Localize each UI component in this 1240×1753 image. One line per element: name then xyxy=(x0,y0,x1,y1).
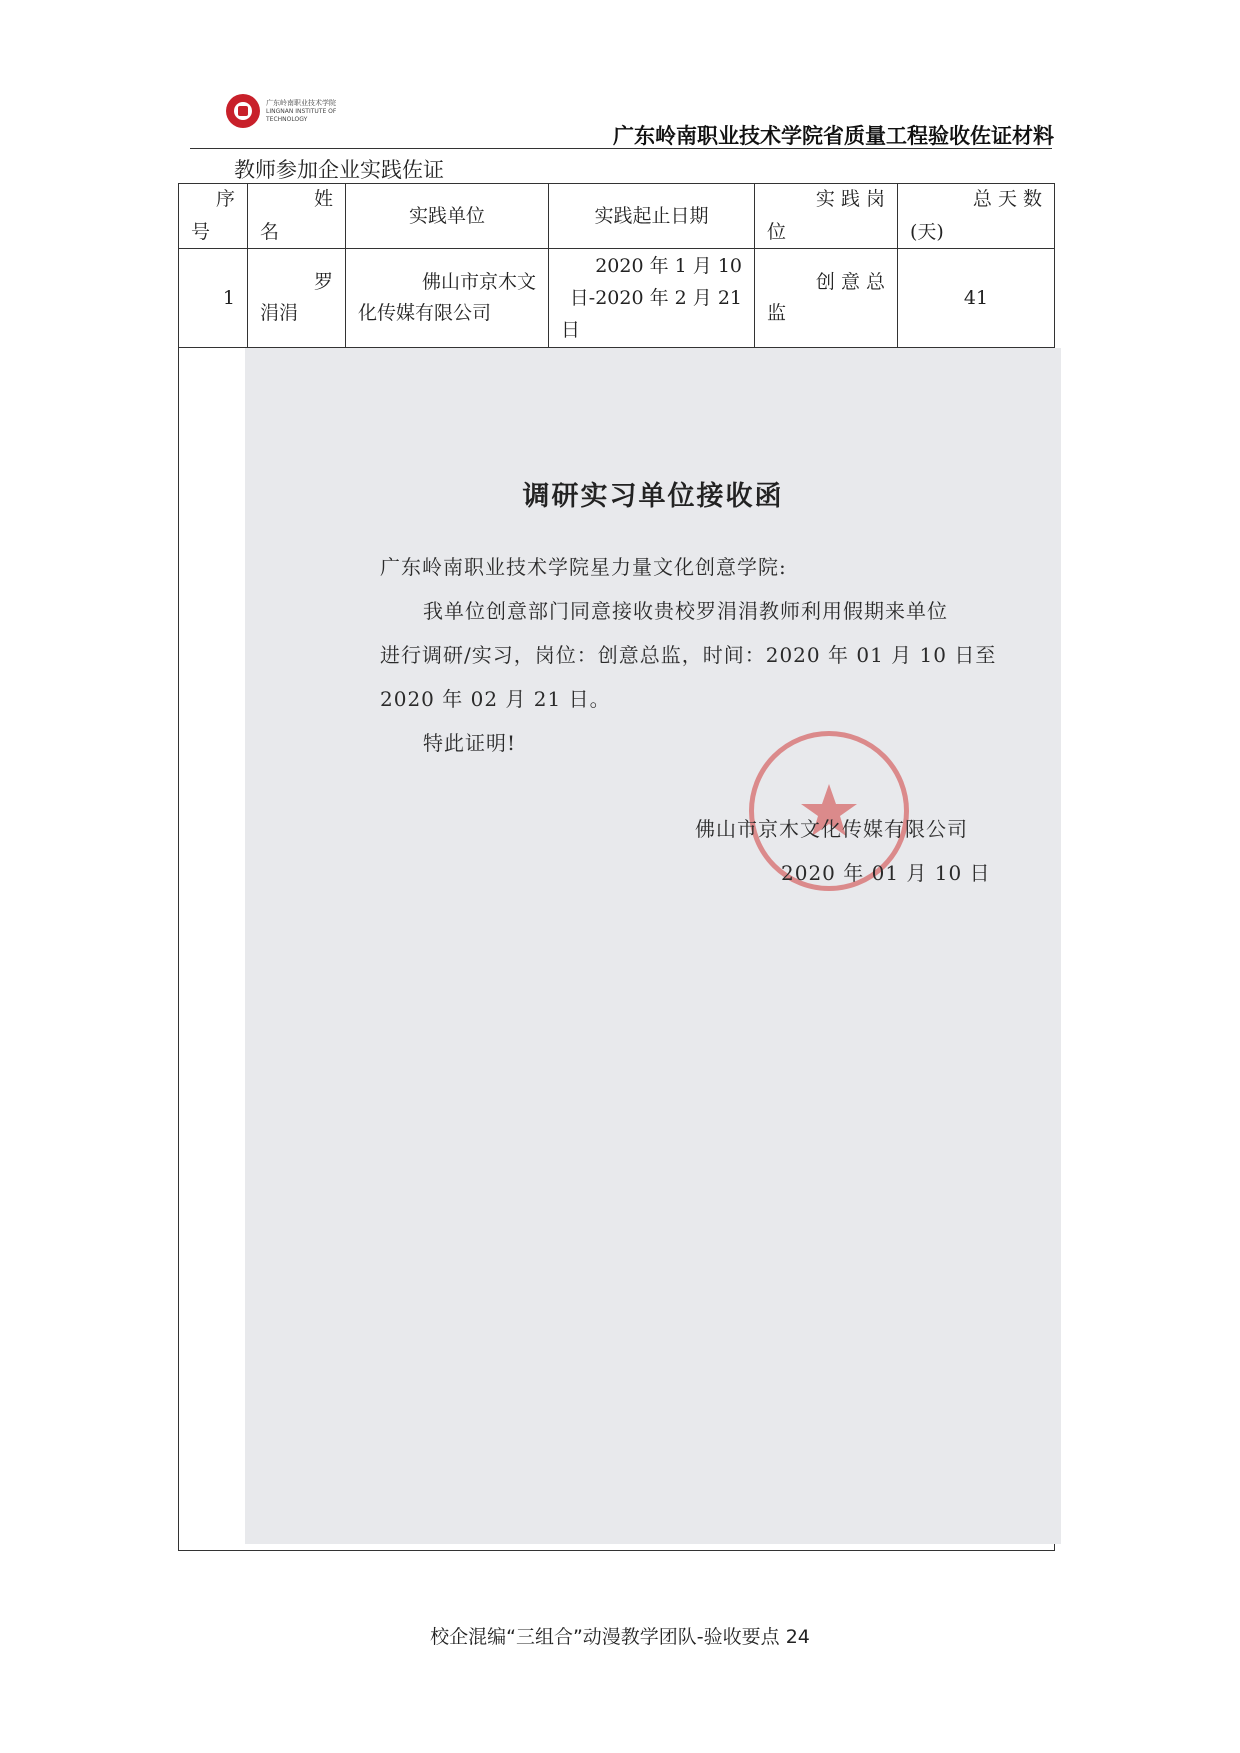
cell-dates-line3: 日 xyxy=(561,319,581,341)
letter-closing: 特此证明! xyxy=(423,731,517,755)
acceptance-letter-scan xyxy=(245,348,1061,1544)
header-no-top: 序 xyxy=(215,188,235,210)
cell-post-bottom: 监 xyxy=(767,302,787,324)
logo-chinese-name: 广东岭南职业技术学院 xyxy=(266,99,336,107)
cell-unit xyxy=(346,249,549,348)
header-unit: 实践单位 xyxy=(346,184,549,249)
header-name-top: 姓 xyxy=(313,188,333,210)
table-row xyxy=(179,249,1055,348)
header-divider xyxy=(190,148,1052,149)
header-days-bottom: (天) xyxy=(910,221,944,243)
header-post-top: 实 践 岗 xyxy=(815,188,885,210)
cell-dates-line2: 日-2020 年 2 月 21 xyxy=(569,287,742,309)
page-footer: 校企混编“三组合”动漫教学团队-验收要点 24 xyxy=(430,1626,810,1648)
section-title: 教师参加企业实践佐证 xyxy=(234,158,444,182)
header-dates: 实践起止日期 xyxy=(549,184,755,249)
college-logo xyxy=(226,94,356,134)
cell-unit-line1: 佛山市京木文 xyxy=(421,271,536,293)
letter-body-line1: 我单位创意部门同意接收贵校罗涓涓教师利用假期来单位 xyxy=(423,599,948,623)
practice-table xyxy=(178,183,1055,1551)
college-emblem-icon xyxy=(226,94,260,128)
letter-body-line2: 进行调研/实习，岗位：创意总监，时间：2020 年 01 月 10 日至 xyxy=(380,643,997,667)
header-post xyxy=(755,184,898,249)
header-days xyxy=(898,184,1055,249)
letter-signature: 佛山市京木文化传媒有限公司 xyxy=(695,817,968,841)
cell-post-top: 创 意 总 xyxy=(815,271,885,293)
letter-salutation: 广东岭南职业技术学院星力量文化创意学院: xyxy=(380,555,787,579)
header-no-bottom: 号 xyxy=(191,221,211,243)
header-name-bottom: 名 xyxy=(260,221,280,243)
logo-english-name: LINGNAN INSTITUTE OF TECHNOLOGY xyxy=(266,108,337,123)
evidence-image-row xyxy=(179,348,1055,1551)
table-header-row xyxy=(179,184,1055,249)
cell-post xyxy=(755,249,898,348)
cell-dates-line1: 2020 年 1 月 10 xyxy=(595,255,742,277)
cell-days: 41 xyxy=(898,249,1055,348)
letter-title: 调研实习单位接收函 xyxy=(522,481,784,512)
cell-name xyxy=(248,249,346,348)
header-days-top: 总 天 数 xyxy=(972,188,1042,210)
header-name xyxy=(248,184,346,249)
cell-unit-line2: 化传媒有限公司 xyxy=(358,302,492,324)
evidence-image-cell xyxy=(179,348,1055,1551)
header-no xyxy=(179,184,248,249)
letter-body-line3: 2020 年 02 月 21 日。 xyxy=(380,687,611,711)
letter-date: 2020 年 01 月 10 日 xyxy=(781,861,991,885)
header-post-bottom: 位 xyxy=(767,221,787,243)
page-header-title: 广东岭南职业技术学院省质量工程验收佐证材料 xyxy=(613,124,1054,148)
cell-name-bottom: 涓涓 xyxy=(260,302,299,324)
cell-name-top: 罗 xyxy=(313,271,333,293)
cell-dates xyxy=(549,249,755,348)
cell-no: 1 xyxy=(179,249,248,348)
